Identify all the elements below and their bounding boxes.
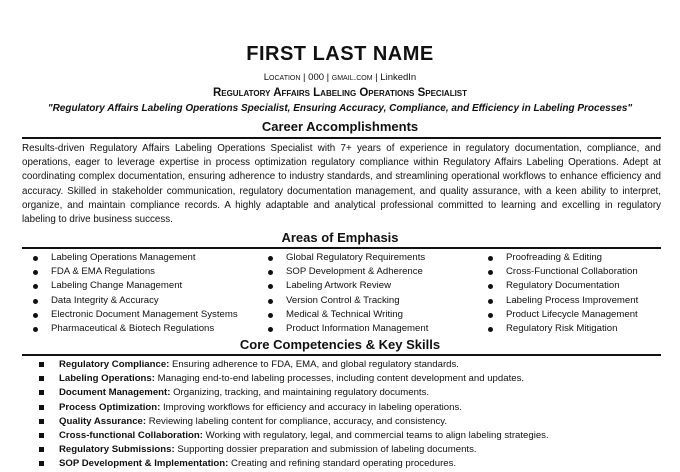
contact-linkedin[interactable]: LinkedIn (380, 72, 417, 83)
competency-item (38, 429, 658, 443)
emphasis-column-1 (29, 251, 238, 336)
emphasis-item: Labeling Operations Management (29, 251, 238, 265)
section-title-emphasis: Areas of Emphasis (281, 230, 399, 245)
role-title: Regulatory Affairs Labeling Operations Specialist (212, 87, 468, 99)
emphasis-item: Labeling Change Management (29, 279, 238, 293)
emphasis-item: Labeling Process Improvement (484, 294, 638, 308)
competency-item (38, 457, 658, 471)
contact-phone: 000 (308, 72, 325, 83)
competency-label: Process Optimization: (59, 401, 161, 413)
competency-item (38, 358, 658, 372)
competency-label: Regulatory Compliance: (59, 359, 170, 370)
emphasis-item: Pharmaceutical & Biotech Regulations (29, 322, 238, 336)
section-title-competencies: Core Competencies & Key Skills (239, 337, 441, 352)
competency-label: Regulatory Submissions: (59, 444, 175, 456)
emphasis-item: Labeling Artwork Review (264, 279, 428, 293)
competency-item (38, 443, 658, 457)
competency-label: Quality Assurance: (59, 415, 147, 427)
competency-item (38, 386, 658, 400)
competency-text: Improving workflows for efficiency and accuracy in labeling operations. (160, 401, 462, 413)
competency-label: Labeling Operations: (59, 373, 155, 385)
emphasis-item: Medical & Technical Writing (264, 308, 428, 322)
emphasis-item: Electronic Document Management Systems (29, 308, 238, 322)
emphasis-item: Regulatory Documentation (484, 279, 638, 293)
tagline: "Regulatory Affairs Labeling Operations Specialist, Ensuring Accuracy, Compliance, and Efficiency in Labeling Processes" (47, 103, 633, 114)
competency-item (38, 415, 658, 429)
competency-label: Document Management: (59, 387, 171, 399)
competency-text: Managing end-to-end labeling processes, including content development and updates. (154, 373, 525, 385)
emphasis-column-2 (264, 251, 428, 336)
section-title-career: Career Accomplishments (261, 119, 419, 134)
competency-label: Cross-functional Collaboration: (59, 430, 203, 442)
contact-line (0, 72, 680, 83)
contact-location: Location (263, 72, 301, 83)
contact-separator: | (324, 72, 332, 83)
competency-text: Working with regulatory, legal, and commercial teams to align labeling strategies. (202, 430, 549, 442)
emphasis-item: Global Regulatory Requirements (264, 251, 428, 265)
emphasis-item: Data Integrity & Accuracy (29, 294, 238, 308)
emphasis-item: FDA & EMA Regulations (29, 265, 238, 279)
contact-email[interactable]: gmail.com (331, 72, 373, 83)
competency-label: SOP Development & Implementation: (59, 458, 229, 470)
competency-text: Ensuring adherence to FDA, EMA, and global regulatory standards. (169, 359, 459, 370)
emphasis-item: Cross-Functional Collaboration (484, 265, 638, 279)
competency-text: Supporting dossier preparation and submission of labeling documents. (174, 444, 477, 456)
emphasis-item: SOP Development & Adherence (264, 265, 428, 279)
competency-text: Reviewing labeling content for compliance, accuracy, and consistency. (146, 415, 448, 427)
contact-separator: | (372, 72, 381, 83)
emphasis-item: Version Control & Tracking (264, 294, 428, 308)
contact-separator: | (300, 72, 309, 83)
emphasis-item: Regulatory Risk Mitigation (484, 322, 638, 336)
competency-item (38, 401, 658, 415)
emphasis-item: Proofreading & Editing (484, 251, 638, 265)
section-divider (22, 354, 661, 356)
candidate-name: FIRST LAST NAME (246, 43, 434, 65)
emphasis-column-3 (484, 251, 638, 336)
competency-list (38, 358, 658, 472)
competency-item (38, 372, 658, 386)
section-divider (22, 137, 661, 139)
competency-text: Creating and refining standard operating procedures. (228, 458, 457, 470)
emphasis-item: Product Information Management (264, 322, 428, 336)
competency-text: Organizing, tracking, and maintaining regulatory documents. (170, 387, 430, 399)
career-summary: Results-driven Regulatory Affairs Labeling Operations Specialist with 7+ years of experience in regulatory documentation, compliance, and operations, eager to leverage expertise in process optimization regulatory compliance within Regulatory Affairs Labeling Operations. Adept at coordinating complex documentation, ensuring adherence to industry standards, and streamlining operational workflows to enhance efficiency and accuracy. Skilled in stakeholder communication, regulatory documentation management, and quality assurance, with a keen ability to interpret, organize, and maintain compliance records. A highly adaptable and analytical professional committed to learning and excelling in regulatory labeling to drive business success. (22, 143, 661, 226)
section-divider (22, 247, 661, 249)
emphasis-item: Product Lifecycle Management (484, 308, 638, 322)
